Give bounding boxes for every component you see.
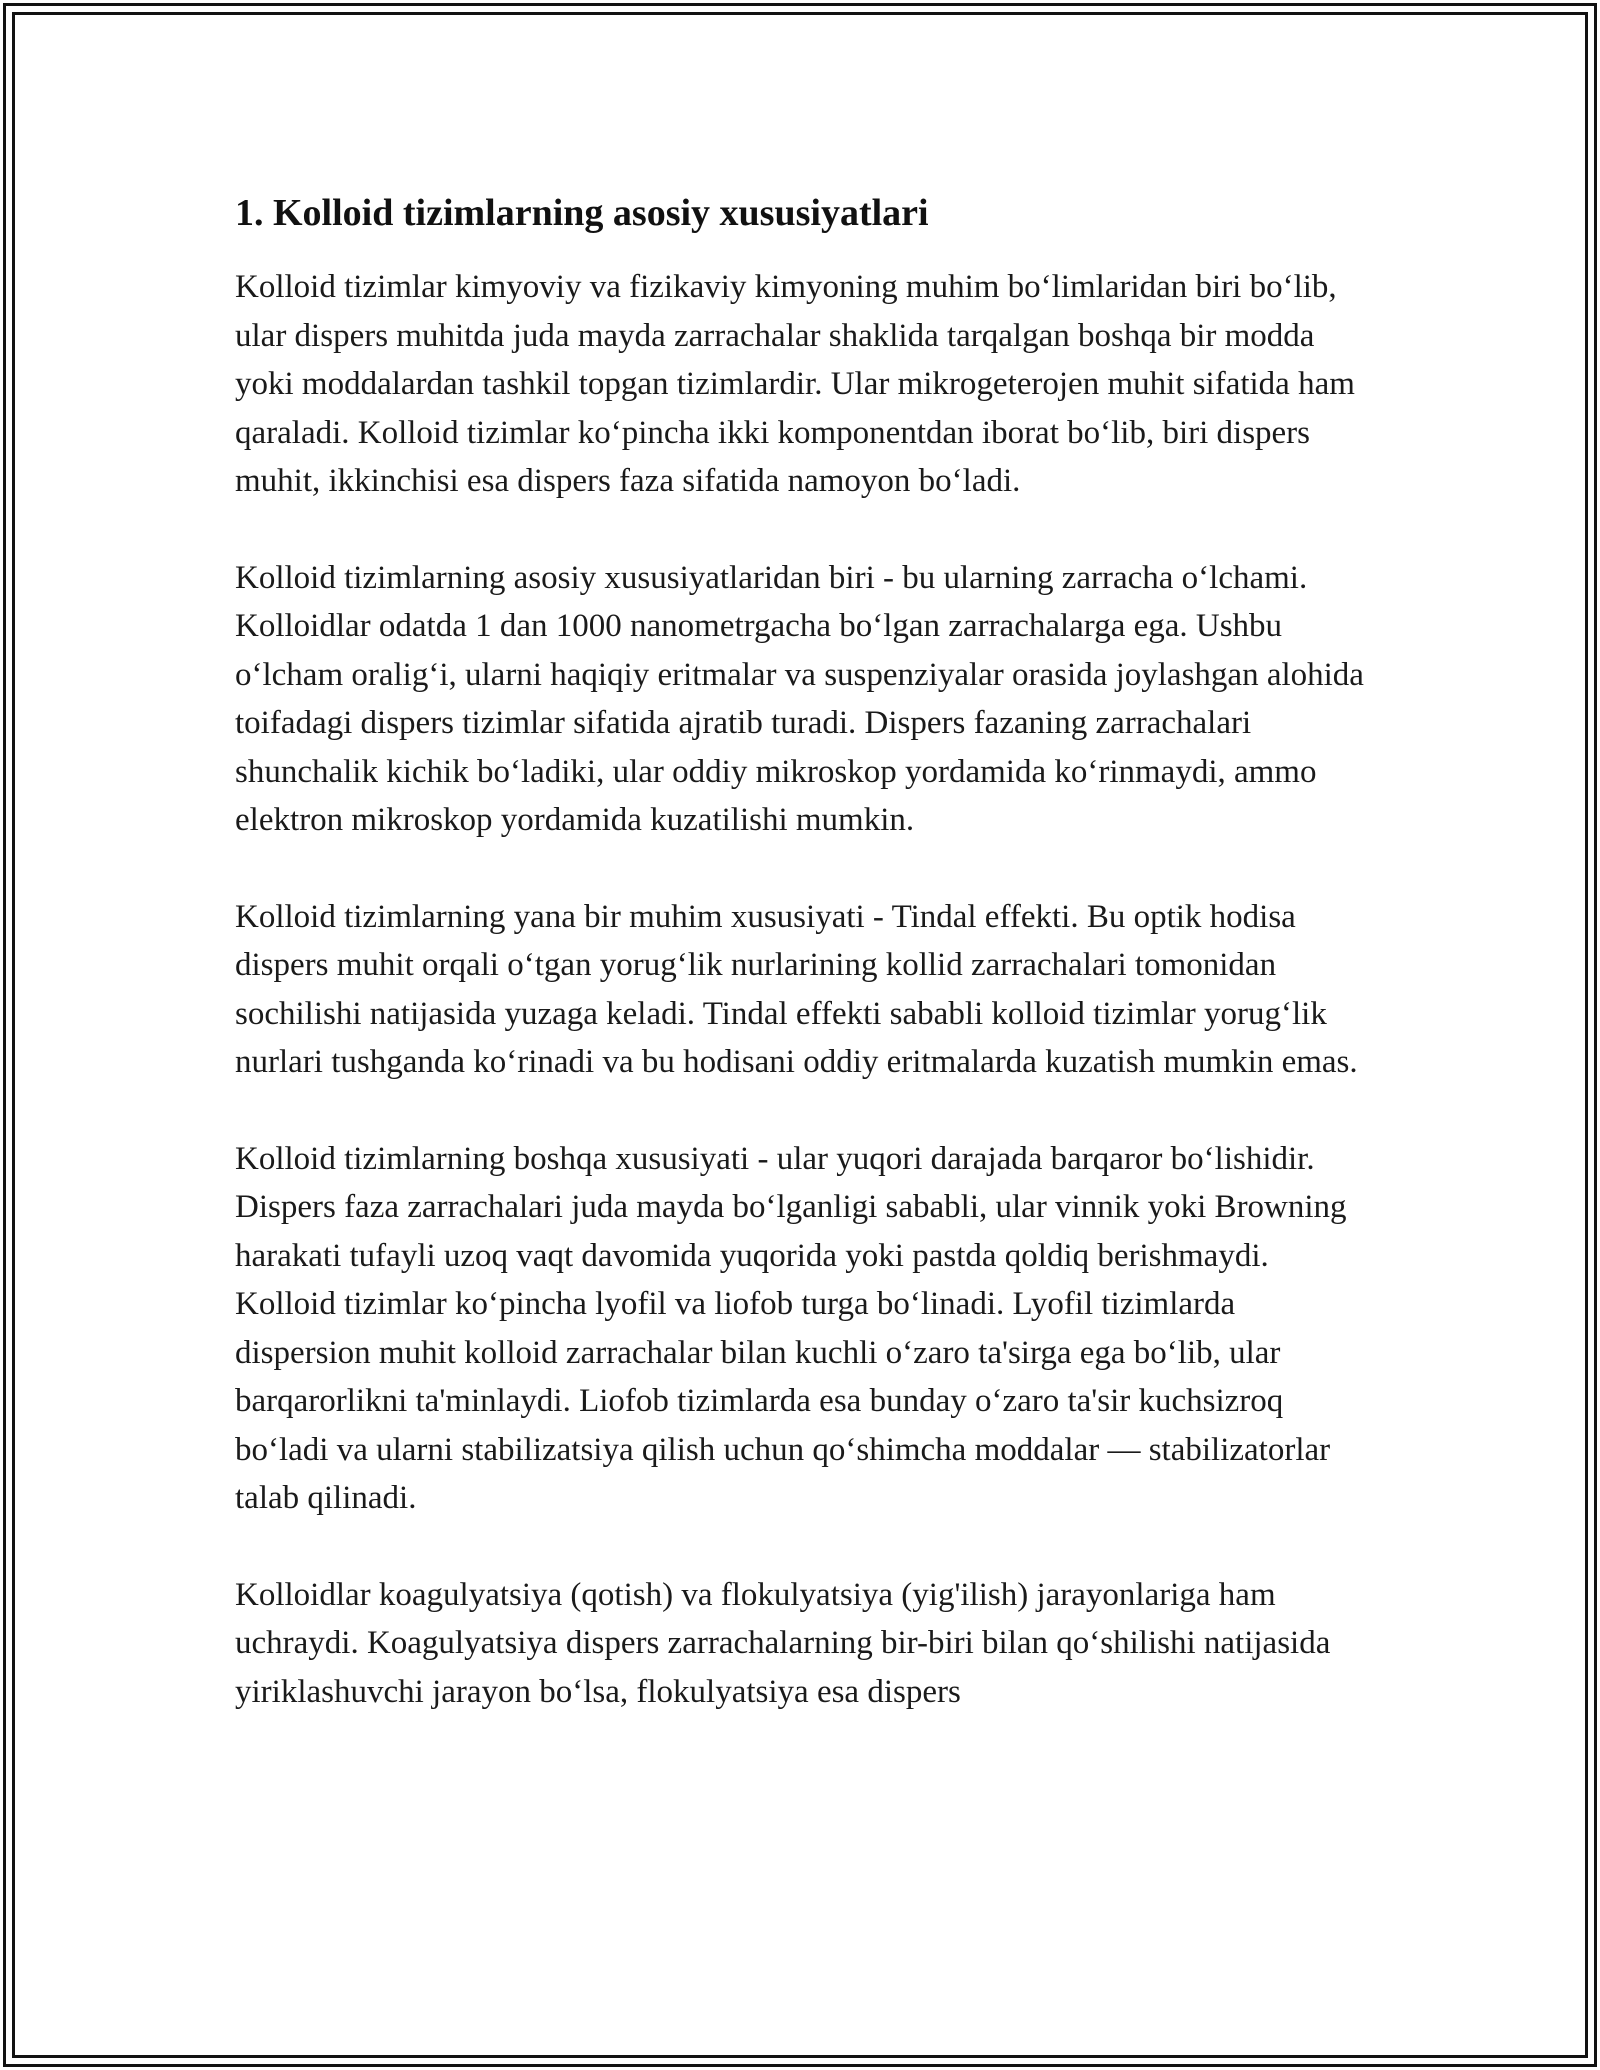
document-body (235, 185, 1365, 1764)
section-heading: 1. Kolloid tizimlarning asosiy xususiyatlari (235, 192, 929, 234)
paragraph-1: Kolloid tizimlar kimyoviy va fizikaviy kimyoning muhim bo‘limlaridan biri bo‘lib, ular dispers muhitda juda mayda zarrachalar shaklida tarqalgan boshqa bir modda yoki moddalardan tashkil topgan tizimlardir. Ular mikrogeterojen muhit sifatida ham qaraladi. Kolloid tizimlar ko‘pincha ikki komponentdan iborat bo‘lib, biri dispers muhit, ikkinchisi esa dispers faza sifatida namoyon bo‘ladi. (235, 269, 1355, 499)
paragraph-4: Kolloid tizimlarning boshqa xususiyati - ular yuqori darajada barqaror bo‘lishidir. Dispers faza zarrachalari juda mayda bo‘lganligi sababli, ular vinnik yoki Browning harakati tufayli uzoq vaqt davomida yuqorida yoki pastda qoldiq berishmaydi. Kolloid tizimlar ko‘pincha lyofil va liofob turga bo‘linadi. Lyofil tizimlarda dispersion muhit kolloid zarrachalar bilan kuchli o‘zaro ta'sirga ega bo‘lib, ular barqarorlikni ta'minlaydi. Liofob tizimlarda esa bunday o‘zaro ta'sir kuchsizroq bo‘ladi va ularni stabilizatsiya qilish uchun qo‘shimcha moddalar — stabilizatorlar talab qilinadi. (235, 1140, 1347, 1516)
paragraph-2: Kolloid tizimlarning asosiy xususiyatlaridan biri - bu ularning zarracha o‘lchami. Kolloidlar odatda 1 dan 1000 nanometrgacha bo‘lgan zarrachalarga ega. Ushbu o‘lcham oralig‘i, ularni haqiqiy eritmalar va suspenziyalar orasida joylashgan alohida toifadagi dispers tizimlar sifatida ajratib turadi. Dispers fazaning zarrachalari shunchalik kichik bo‘ladiki, ular oddiy mikroskop yordamida ko‘rinmaydi, ammo elektron mikroskop yordamida kuzatilishi mumkin. (235, 559, 1364, 838)
paragraph-5: Kolloidlar koagulyatsiya (qotish) va flokulyatsiya (yig'ilish) jarayonlariga ham uchraydi. Koagulyatsiya dispers zarrachalarning bir-biri bilan qo‘shilishi natijasida yiriklashuvchi jarayon bo‘lsa, flokulyatsiya esa dispers (235, 1576, 1331, 1710)
paragraph-3: Kolloid tizimlarning yana bir muhim xususiyati - Tindal effekti. Bu optik hodisa dispers muhit orqali o‘tgan yorug‘lik nurlarining kollid zarrachalari tomonidan sochilishi natijasida yuzaga keladi. Tindal effekti sababli kolloid tizimlar yorug‘lik nurlari tushganda ko‘rinadi va bu hodisani oddiy eritmalarda kuzatish mumkin emas. (235, 898, 1358, 1080)
